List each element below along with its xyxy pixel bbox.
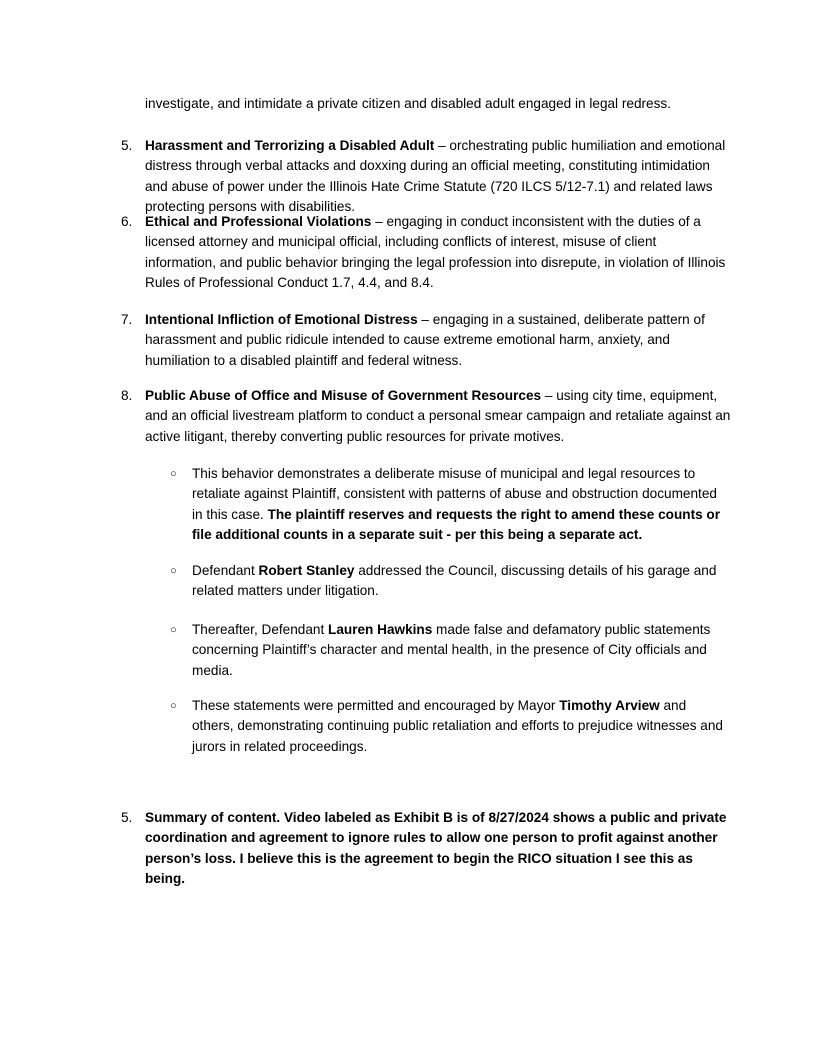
- item-text: – orchestrating public humiliation and emotional distress through verbal attacks and doxxing during an official meeting, constituting intimidation and abuse of power under the Illinois Hate Crime Statute (720 ILCS 5/12-7.1) and related laws protecting persons with disabilities.: [145, 138, 726, 215]
- sub-item-text: [192, 620, 730, 681]
- sub-item: [170, 464, 730, 546]
- continuation-text: investigate, and intimidate a private citizen and disabled adult engaged in legal redress.: [145, 96, 671, 111]
- sub-text-bold: Lauren Hawkins: [328, 622, 433, 637]
- sub-text-bold: Timothy Arview: [559, 698, 660, 713]
- item-heading: Public Abuse of Office and Misuse of Government Resources: [145, 388, 542, 403]
- item-body: [145, 310, 731, 371]
- list-item-6: [121, 212, 731, 294]
- sub-item: [170, 620, 730, 681]
- item-body: [145, 212, 731, 294]
- sub-text-bold: The plaintiff reserves and requests the right to amend these counts or file additional counts in a separate suit - per this being a separate act.: [192, 506, 721, 543]
- sub-text-post: made false and defamatory public statements concerning Plaintiff’s character and mental health, in the presence of City officials and media.: [192, 622, 711, 678]
- sub-text-post: addressed the Council, discussing details of his garage and related matters under litigation.: [192, 563, 717, 599]
- item-body: [145, 136, 731, 218]
- sub-text-pre: This behavior demonstrates a deliberate misuse of municipal and legal resources to retaliate against Plaintiff, consistent with patterns of abuse and obstruction documented in this case.: [192, 466, 717, 522]
- circle-bullet-icon: ○: [170, 700, 177, 712]
- summary-item: [121, 808, 731, 890]
- circle-bullet-icon: ○: [170, 565, 177, 577]
- circle-bullet-icon: ○: [170, 624, 177, 636]
- item-number: 7.: [121, 312, 133, 327]
- sub-item: [170, 561, 730, 602]
- item-text: – engaging in conduct inconsistent with the duties of a licensed attorney and municipal official, including conflicts of interest, misuse of client information, and public behavior bringing the legal profession into disrepute, in violation of Illinois Rules of Professional Conduct 1.7, 4.4, and 8.4.: [145, 214, 726, 291]
- sub-text-pre: Defendant: [192, 563, 259, 578]
- sub-text-bold: Robert Stanley: [258, 563, 355, 578]
- sub-text-pre: Thereafter, Defendant: [192, 622, 329, 637]
- sub-item-text: [192, 464, 730, 546]
- item-number: 6.: [121, 214, 133, 229]
- item-body: [145, 386, 731, 447]
- item-heading: Intentional Infliction of Emotional Distress: [145, 312, 418, 327]
- item-heading: Harassment and Terrorizing a Disabled Adult: [145, 138, 435, 153]
- item-number: 8.: [121, 388, 133, 403]
- item-body: [145, 808, 731, 890]
- circle-bullet-icon: ○: [170, 468, 177, 480]
- summary-text: Summary of content. Video labeled as Exhibit B is of 8/27/2024 shows a public and private coordination and agreement to ignore rules to allow one person to profit against another person’s loss. I believe this is the agreement to begin the RICO situation I see this as being.: [145, 810, 727, 887]
- sub-text-pre: These statements were permitted and encouraged by Mayor: [192, 698, 560, 713]
- list-item-5: [121, 136, 731, 218]
- sub-text-post: and others, demonstrating continuing public retaliation and efforts to prejudice witnesses and jurors in related proceedings.: [192, 698, 723, 754]
- item-number: 5.: [121, 138, 133, 153]
- item-text: – engaging in a sustained, deliberate pattern of harassment and public ridicule intended to cause extreme emotional harm, anxiety, and humiliation to a disabled plaintiff and federal witness.: [145, 312, 705, 368]
- item-heading: Ethical and Professional Violations: [145, 214, 372, 229]
- item-number: 5.: [121, 810, 133, 825]
- list-item-7: [121, 310, 731, 371]
- sub-item-text: [192, 696, 730, 757]
- sub-item-text: [192, 561, 730, 602]
- item-text: – using city time, equipment, and an official livestream platform to conduct a personal smear campaign and retaliate against an active litigant, thereby converting public resources for private motives.: [145, 388, 731, 444]
- sub-item: [170, 696, 730, 757]
- list-item-8: [121, 386, 731, 447]
